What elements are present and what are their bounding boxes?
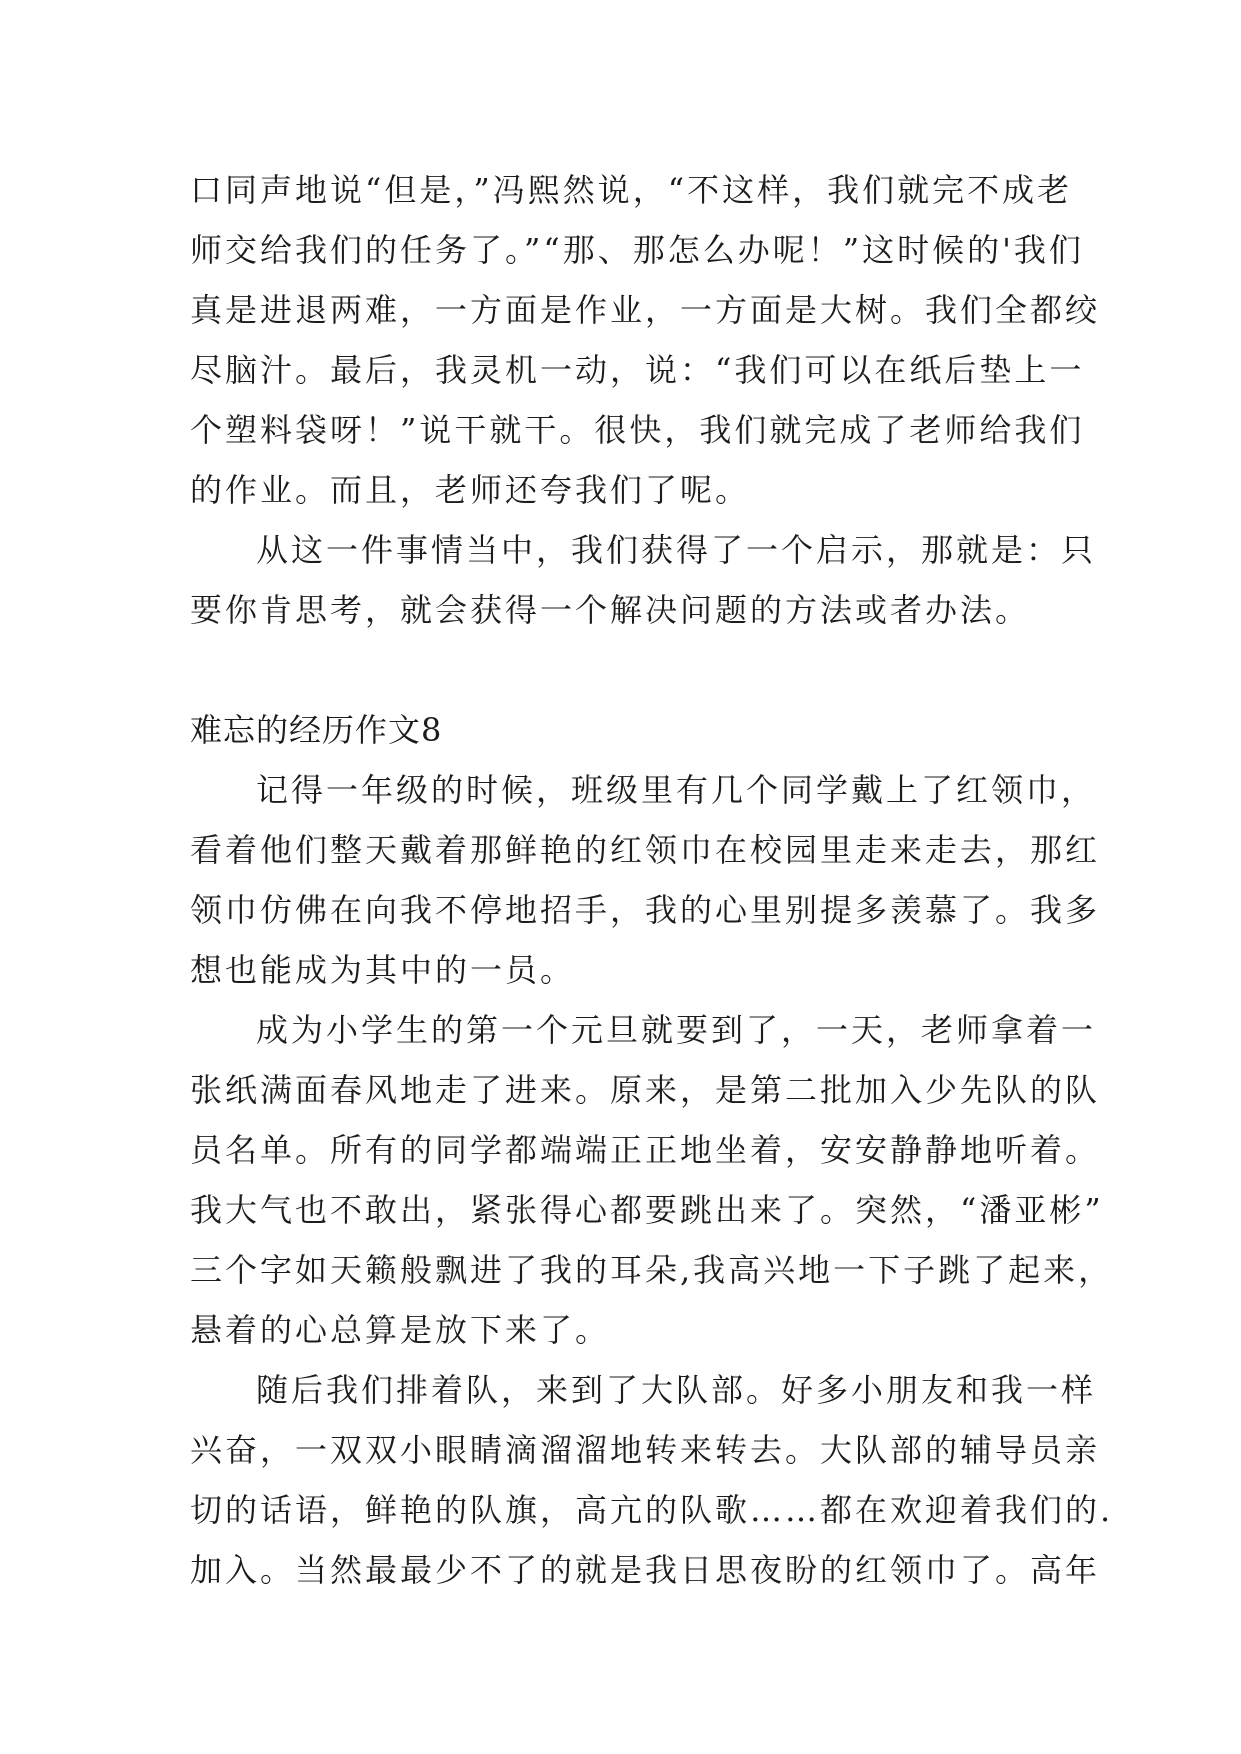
text-line: 张纸满面春风地走了进来。原来，是第二批加入少先队的队 <box>190 1071 1101 1109</box>
text-line: 切的话语，鲜艳的队旗，高亢的队歌……都在欢迎着我们的. <box>190 1491 1114 1529</box>
text-line: 真是进退两难，一方面是作业，一方面是大树。我们全都绞 <box>190 291 1101 329</box>
text-line: 个塑料袋呀！”说干就干。很快，我们就完成了老师给我们 <box>190 411 1085 449</box>
paragraph-conclusion <box>190 520 1097 640</box>
text-line: 悬着的心总算是放下来了。 <box>190 1311 611 1349</box>
text-line: 看着他们整天戴着那鲜艳的红领巾在校园里走来走去，那红 <box>190 831 1101 869</box>
text-line: 兴奋，一双双小眼睛滴溜溜地转来转去。大队部的辅导员亲 <box>190 1431 1101 1469</box>
text-line: 随后我们排着队，来到了大队部。好多小朋友和我一样 <box>256 1371 1097 1409</box>
paragraph-2 <box>190 1000 1114 1360</box>
paragraph-1 <box>190 760 1101 1000</box>
document-body <box>190 160 1114 1600</box>
text-line: 从这一件事情当中，我们获得了一个启示，那就是：只 <box>256 531 1097 569</box>
essay-title: 难忘的经历作文8 <box>190 711 443 749</box>
text-line: 我大气也不敢出，紧张得心都要跳出来了。突然，“潘亚彬” <box>190 1191 1104 1229</box>
text-line: 的作业。而且，老师还夸我们了呢。 <box>190 471 751 509</box>
text-line: 记得一年级的时候，班级里有几个同学戴上了红领巾， <box>256 771 1097 809</box>
paragraph-continued <box>190 160 1101 520</box>
paragraph-3 <box>190 1360 1114 1600</box>
text-line: 要你肯思考，就会获得一个解决问题的方法或者办法。 <box>190 591 1031 629</box>
text-line: 师交给我们的任务了。”“那、那怎么办呢！”这时候的'我们 <box>190 231 1084 269</box>
text-line: 员名单。所有的同学都端端正正地坐着，安安静静地听着。 <box>190 1131 1101 1169</box>
text-line: 三个字如天籁般飘进了我的耳朵,我高兴地一下子跳了起来， <box>190 1251 1114 1289</box>
section-gap <box>190 640 1050 700</box>
text-line: 加入。当然最最少不了的就是我日思夜盼的红领巾了。高年 <box>190 1551 1101 1589</box>
text-line: 口同声地说“但是，”冯熙然说，“不这样，我们就完不成老 <box>190 171 1073 209</box>
text-line: 想也能成为其中的一员。 <box>190 951 576 989</box>
text-line: 尽脑汁。最后，我灵机一动，说：“我们可以在纸后垫上一 <box>190 351 1085 389</box>
text-line: 成为小学生的第一个元旦就要到了，一天，老师拿着一 <box>256 1011 1097 1049</box>
text-line: 领巾仿佛在向我不停地招手，我的心里别提多羡慕了。我多 <box>190 891 1101 929</box>
